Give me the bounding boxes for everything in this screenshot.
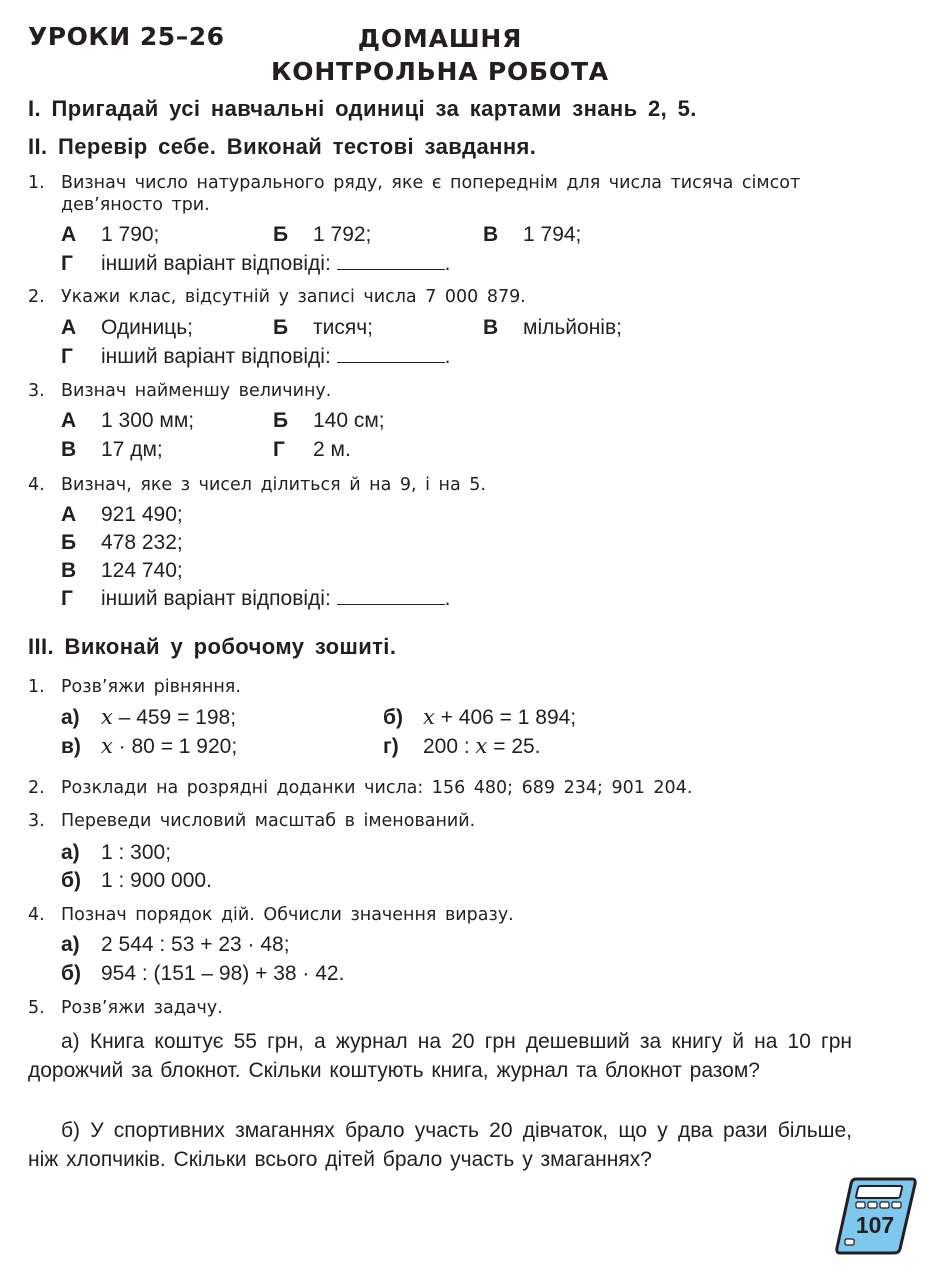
section-1-heading: I. Пригадай усі навчальні одиниці за картами знань 2, 5. bbox=[28, 96, 697, 121]
page-number: 107 bbox=[855, 1212, 895, 1238]
test-3-option-a: А 1 300 мм; bbox=[61, 409, 195, 432]
equation-a: а) x – 459 = 198; bbox=[61, 705, 237, 729]
lessons-label: УРОКИ 25–26 bbox=[28, 22, 225, 51]
test-3-question: 3. Визнач найменшу величину. bbox=[28, 381, 332, 401]
title-line-1: ДОМАШНЯ bbox=[357, 24, 523, 53]
test-1-option-a: А 1 790; bbox=[61, 223, 160, 246]
work-1-question: 1. Розв’яжи рівняння. bbox=[28, 677, 241, 697]
work-4-question: 4. Познач порядок дій. Обчисли значення виразу. bbox=[28, 905, 514, 925]
scale-b: б) 1 : 900 000. bbox=[61, 869, 212, 892]
section-2-heading: II. Перевір себе. Виконай тестові завдання. bbox=[28, 134, 537, 159]
test-2-option-b: Б тисяч; bbox=[273, 316, 373, 339]
test-2-option-a: А Одиниць; bbox=[61, 316, 193, 339]
work-3-question: 3. Переведи числовий масштаб в іменований. bbox=[28, 811, 476, 831]
equation-b: б) x + 406 = 1 894; bbox=[383, 705, 577, 729]
test-3-option-b: Б 140 см; bbox=[273, 409, 385, 432]
page-title bbox=[240, 22, 640, 88]
equation-c: в) x · 80 = 1 920; bbox=[61, 734, 238, 758]
test-4-option-a: А 921 490; bbox=[61, 503, 183, 526]
problem-a: а) Книга коштує 55 грн, а журнал на 20 грн дешевший за книгу й на 10 грн дорожчий за блокнот. Скільки коштують книга, журнал та блокнот разом? bbox=[28, 1030, 852, 1082]
answer-blank bbox=[337, 348, 445, 363]
test-2-question: 2. Укажи клас, відсутній у записі числа 7 000 879. bbox=[28, 287, 526, 307]
test-2-option-d: Г інший варіант відповіді: . bbox=[61, 345, 451, 368]
test-4-question: 4. Визнач, яке з чисел ділиться й на 9, і на 5. bbox=[28, 475, 486, 495]
equation-d: г) 200 : x = 25. bbox=[383, 734, 541, 758]
work-2-question: 2. Розклади на розрядні доданки числа: 156 480; 689 234; 901 204. bbox=[28, 778, 693, 798]
title-line-2: КОНТРОЛЬНА РОБОТА bbox=[271, 57, 609, 86]
problem-b: б) У спортивних змаганнях брало участь 20 дівчаток, що у два рази більше, ніж хлопчиків. Скільки всього дітей брало участь у змаганнях? bbox=[28, 1119, 852, 1171]
test-4-option-b: Б 478 232; bbox=[61, 531, 183, 554]
section-3-heading: III. Виконай у робочому зошиті. bbox=[28, 634, 397, 659]
work-5-question: 5. Розв’яжи задачу. bbox=[28, 998, 223, 1018]
test-1-option-c: В 1 794; bbox=[483, 223, 582, 246]
expression-b: б) 954 : (151 – 98) + 38 · 42. bbox=[61, 962, 345, 985]
scale-a: а) 1 : 300; bbox=[61, 841, 172, 864]
test-4-option-d: Г інший варіант відповіді: . bbox=[61, 587, 451, 610]
answer-blank bbox=[337, 590, 445, 605]
test-3-option-d: Г 2 м. bbox=[273, 438, 351, 461]
test-1-option-b: Б 1 792; bbox=[273, 223, 372, 246]
test-4-option-c: В 124 740; bbox=[61, 559, 183, 582]
expression-a: а) 2 544 : 53 + 23 · 48; bbox=[61, 933, 290, 956]
test-2-option-c: В мільйонів; bbox=[483, 316, 622, 339]
test-3-option-c: В 17 дм; bbox=[61, 438, 163, 461]
test-1-question: 1. Визнач число натурального ряду, яке є попереднім для числа тисяча сімсот дев’яносто три. bbox=[28, 173, 801, 215]
answer-blank bbox=[337, 255, 445, 270]
test-1-option-d: Г інший варіант відповіді: . bbox=[61, 252, 451, 275]
